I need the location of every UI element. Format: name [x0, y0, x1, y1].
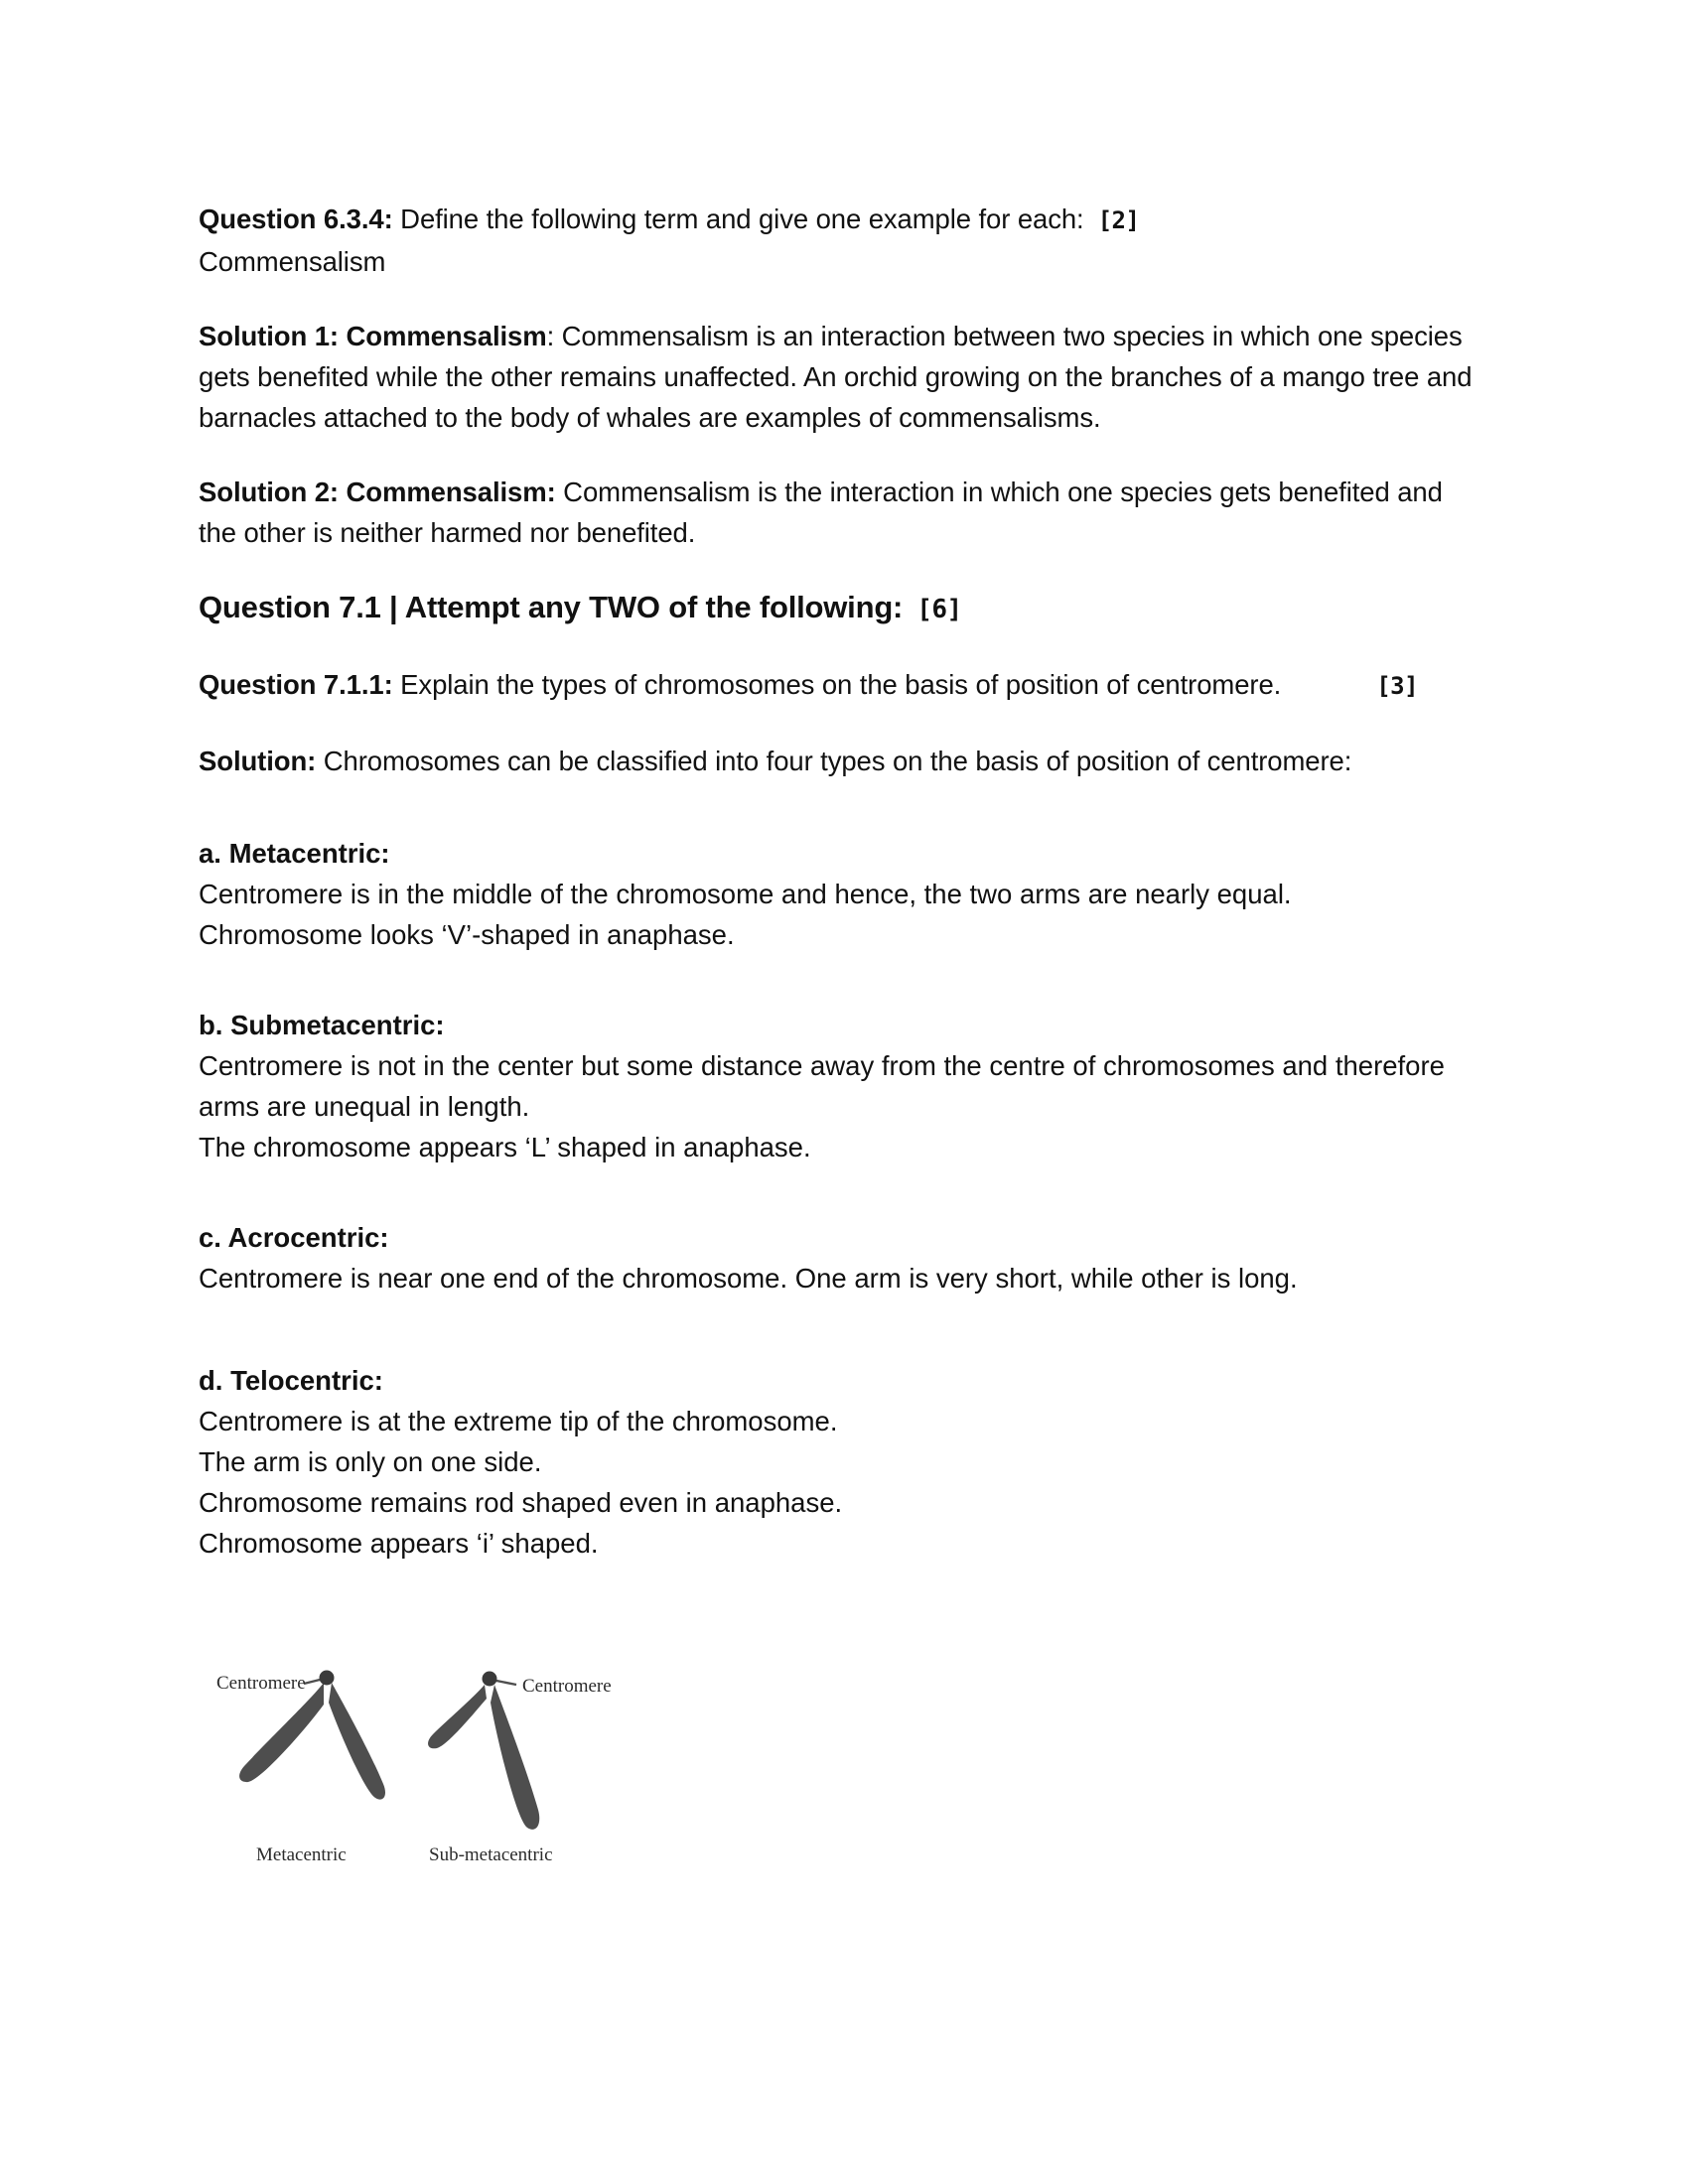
chromosome-type-metacentric	[199, 833, 1484, 955]
spacer	[199, 815, 1484, 833]
spacer	[199, 987, 1484, 1005]
chromosome-type-metacentric-title: a. Metacentric:	[199, 838, 390, 869]
solution-7-1-1-lead: Solution:	[199, 746, 317, 776]
chromosome-type-submetacentric-line-1: Centromere is not in the center but some distance away from the centre of chromosomes and therefore arms are unequal in length.	[199, 1050, 1445, 1122]
chromosome-type-acrocentric	[199, 1217, 1484, 1298]
centromere-dot-right	[483, 1672, 497, 1687]
question-6-3-4-body: Define the following term and give one example for each:	[392, 204, 1084, 234]
centromere-label-right: Centromere	[522, 1676, 612, 1697]
question-7-1-heading	[199, 587, 1484, 630]
solution-1-body: : Commensalism is an interaction between two species in which one species gets benefited while the other remains unaffected. An orchid growing on the branches of a mango tree and barnacles attached to the body of whales are examples of commensalisms.	[199, 321, 1473, 433]
solution-1-lead: Solution 1: Commensalism	[199, 321, 547, 351]
question-6-3-4-lead: Question 6.3.4:	[199, 204, 393, 234]
solution-2-body: Commensalism is the interaction in which one species gets benefited and the other is neither harmed nor benefited.	[199, 477, 1443, 548]
chromosome-type-submetacentric-title: b. Submetacentric:	[199, 1010, 445, 1040]
centromere-connector-line-right	[496, 1681, 516, 1685]
solution-2-commensalism	[199, 472, 1484, 553]
submetacentric-long-arm	[491, 1685, 539, 1830]
solution-2-lead: Solution 2: Commensalism:	[199, 477, 556, 507]
centromere-connector-line-left	[304, 1680, 320, 1684]
document-content	[199, 199, 1484, 1872]
chromosome-type-telocentric-line-1: Centromere is at the extreme tip of the chromosome.	[199, 1406, 838, 1436]
centromere-dot-left	[320, 1671, 335, 1686]
chromosome-types-diagram	[209, 1659, 705, 1872]
chromosome-type-telocentric	[199, 1360, 1484, 1564]
spacer	[199, 1199, 1484, 1217]
question-7-1-1	[199, 664, 1484, 707]
spacer	[199, 1330, 1484, 1360]
chromosome-type-submetacentric-line-2: The chromosome appears ‘L’ shaped in anaphase.	[199, 1132, 811, 1162]
question-6-3-4	[199, 199, 1484, 282]
question-6-3-4-mark: [2]	[1097, 206, 1140, 234]
question-7-1-mark: [6]	[916, 595, 962, 624]
chromosome-type-telocentric-title: d. Telocentric:	[199, 1365, 383, 1396]
metacentric-left-arm	[239, 1683, 324, 1782]
metacentric-right-arm	[329, 1683, 385, 1800]
chromosome-type-telocentric-line-3: Chromosome remains rod shaped even in anaphase.	[199, 1487, 843, 1518]
chromosome-type-acrocentric-title: c. Acrocentric:	[199, 1222, 389, 1253]
question-7-1-1-mark: [3]	[1376, 672, 1419, 700]
chromosome-diagram-svg	[209, 1659, 705, 1872]
question-6-3-4-term: Commensalism	[199, 246, 386, 277]
question-7-1-heading-text: Question 7.1 | Attempt any TWO of the following:	[199, 590, 904, 624]
chromosome-type-submetacentric	[199, 1005, 1484, 1167]
chromosome-type-metacentric-line-1: Centromere is in the middle of the chromosome and hence, the two arms are nearly equal.	[199, 879, 1292, 909]
metacentric-caption: Metacentric	[256, 1844, 347, 1865]
solution-7-1-1	[199, 741, 1484, 781]
chromosome-type-telocentric-line-2: The arm is only on one side.	[199, 1446, 542, 1477]
chromosome-type-telocentric-line-4: Chromosome appears ‘i’ shaped.	[199, 1528, 599, 1559]
submetacentric-caption: Sub-metacentric	[429, 1844, 553, 1865]
chromosome-type-metacentric-line-2: Chromosome looks ‘V’-shaped in anaphase.	[199, 919, 735, 950]
question-7-1-1-lead: Question 7.1.1:	[199, 669, 393, 700]
question-7-1-1-body: Explain the types of chromosomes on the basis of position of centromere.	[392, 669, 1282, 700]
chromosome-type-acrocentric-line-1: Centromere is near one end of the chromosome. One arm is very short, while other is long.	[199, 1263, 1298, 1294]
metacentric-figure	[216, 1671, 385, 1866]
solution-7-1-1-body: Chromosomes can be classified into four types on the basis of position of centromere:	[316, 746, 1352, 776]
submetacentric-figure	[428, 1672, 612, 1866]
centromere-label-left: Centromere	[216, 1673, 306, 1694]
solution-1-commensalism	[199, 316, 1484, 438]
submetacentric-short-arm	[428, 1685, 487, 1748]
